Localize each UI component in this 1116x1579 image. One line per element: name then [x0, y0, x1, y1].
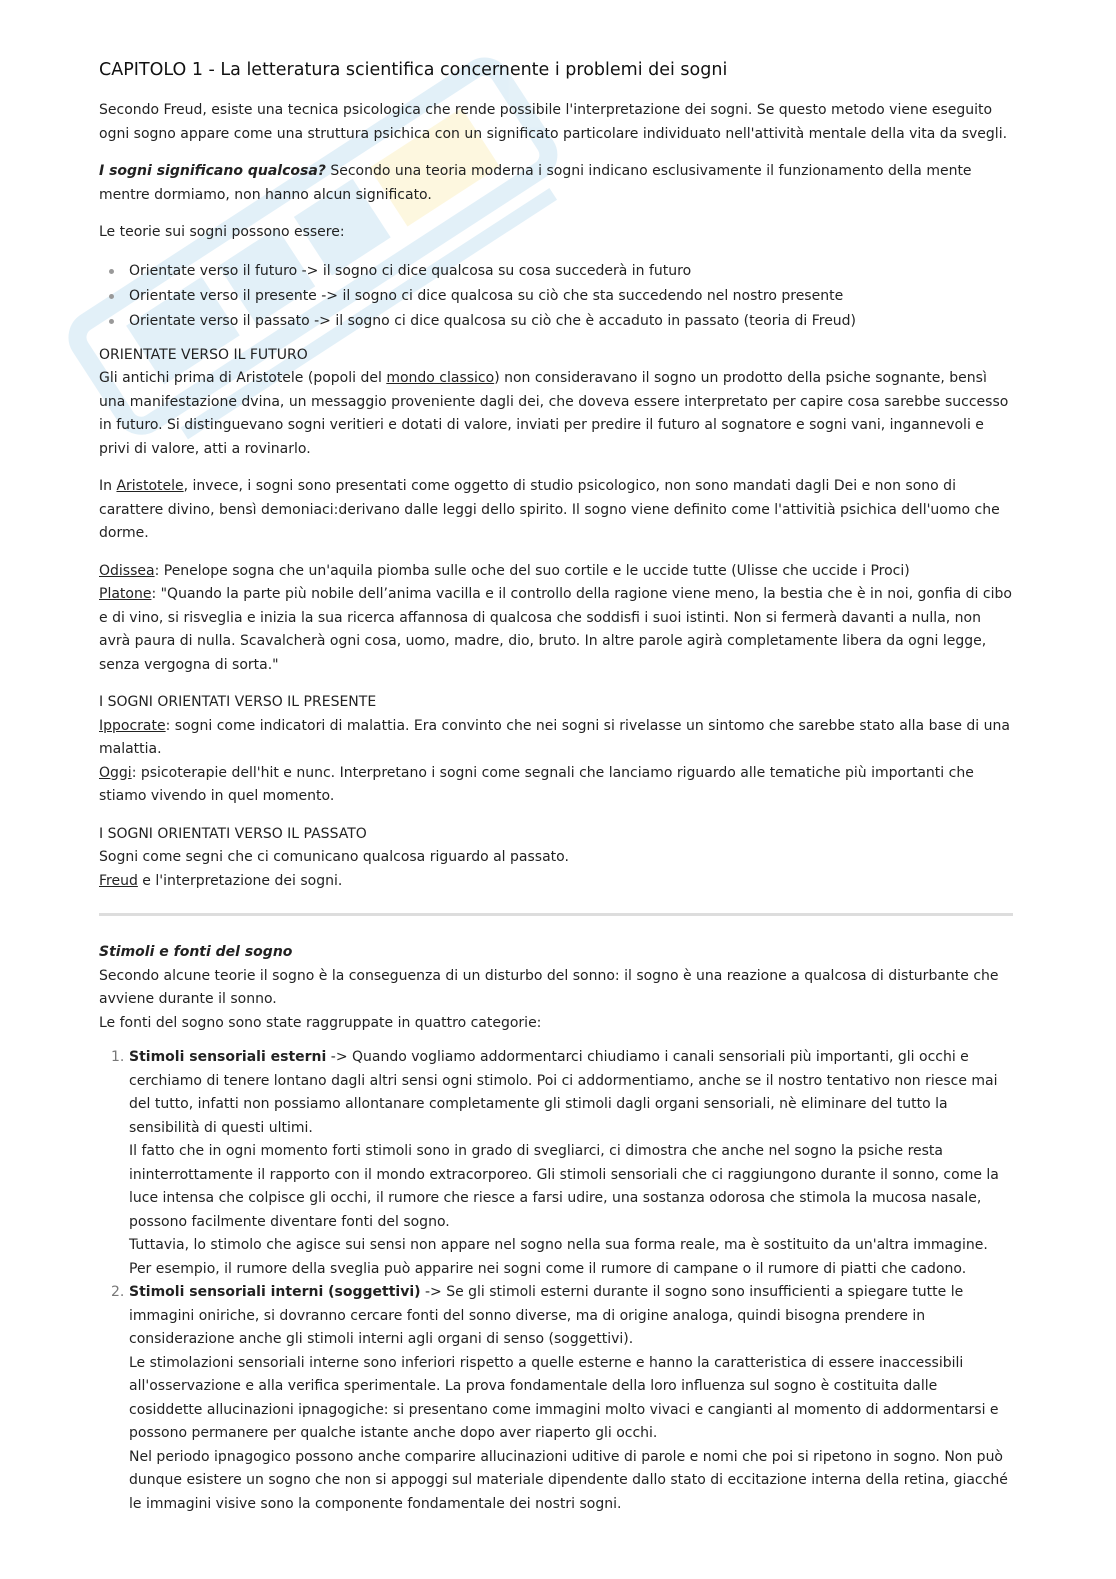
aristotele-text: , invece, i sogni sono presentati come oggetto di studio psicologico, non sono mandati dagli Dei e non sono di carattere divino, bensì demoniaci:derivano dalle leggi dello spirito. Il sogno viene definito come l'attivitià psichica dell'uomo che dorme. — [99, 478, 1000, 541]
future-p1-b: ) non consideravano il sogno un prodotto della psiche sognante, bensì una manifestazione dvina, un messaggio proveniente dagli dei, che doveva essere interpretato per capire cosa sarebbe successo in futuro. Si distinguevano sogni veritieri e dotati di valore, inviati per predire il futuro al sognatore e sogni vani, ingannevoli e privi di valore, atti a rovinarlo. — [99, 370, 1009, 457]
quotes-paragraph — [99, 560, 1013, 678]
question-paragraph — [99, 160, 1013, 207]
list-item: Orientate verso il passato -> il sogno ci dice qualcosa su ciò che è accaduto in passato (teoria di Freud) — [129, 309, 1013, 334]
stimoli-heading-text: Stimoli e fonti del sogno — [99, 944, 293, 960]
future-p1-a: Gli antichi prima di Aristotele (popoli del — [99, 370, 387, 386]
stimoli-section — [99, 941, 1013, 1516]
stimoli-intro-1: Secondo alcune teorie il sogno è la conseguenza di un disturbo del sonno: il sogno è una reazione a qualcosa di disturbante che avviene durante il sonno. — [99, 967, 999, 1007]
stimolo-1-p3: Tuttavia, lo stimolo che agisce sui sensi non appare nel sogno nella sua forma reale, ma è sostituito da un'altra immagine. Per esempio, il rumore della sveglia può apparire nei sogni come il rumore di campane o il rumore di piatti che cadono. — [129, 1237, 988, 1277]
oggi-link[interactable]: Oggi — [99, 764, 132, 781]
section-divider — [99, 913, 1013, 916]
intro-paragraph: Secondo Freud, esiste una tecnica psicologica che rende possibile l'interpretazione dei sogni. Se questo metodo viene eseguito ogni sogno appare come una struttura psichica con un significato particolare individuato nell'attività mentale della vita da svegli. — [99, 102, 1008, 142]
chapter-title: CAPITOLO 1 - La letteratura scientifica concernente i problemi dei sogni — [99, 60, 728, 80]
theories-intro: Le teorie sui sogni possono essere: — [99, 224, 345, 240]
stimolo-1-p1 — [129, 1046, 1013, 1140]
question-text: Secondo una teoria moderna i sogni indicano esclusivamente il funzionamento della mente mentre dormiamo, non hanno alcun significato. — [99, 163, 972, 203]
stimolo-2-p2: Le stimolazioni sensoriali interne sono inferiori rispetto a quelle esterne e hanno la caratteristica di essere inaccessibili all'osservazione e alla verifica sperimentale. La prova fondamentale della loro influenza sul sogno è costituita dalle cosiddette allucinazioni ipnagogiche: si presentano come immagini molto vivaci e cangianti al momento di addormentarsi e possono permanere per qualche istante anche dopo aver riaperto gli occhi. — [129, 1354, 999, 1441]
past-section — [99, 823, 1013, 894]
freud-link[interactable]: Freud — [99, 872, 138, 889]
odissea-text: : Penelope sogna che un'aquila piomba sulle oche del suo cortile e le uccide tutte (Ulisse che uccide i Proci) — [154, 562, 910, 579]
oggi-text: : psicoterapie dell'hit e nunc. Interpretano i sogni come segnali che lanciamo riguardo alle tematiche più importanti che stiamo vivendo in quel momento. — [99, 764, 974, 804]
list-item: Orientate verso il futuro -> il sogno ci dice qualcosa su cosa succederà in futuro — [129, 259, 1013, 284]
stimoli-list — [99, 1046, 1013, 1516]
aristotele-link[interactable]: Aristotele — [116, 478, 184, 494]
aristotele-paragraph — [99, 475, 1013, 546]
odissea-link[interactable]: Odissea — [99, 562, 155, 579]
present-section — [99, 691, 1013, 809]
stimolo-1-title: Stimoli sensoriali esterni — [129, 1049, 327, 1065]
mondo-classico-link[interactable]: mondo classico — [386, 370, 495, 386]
stimolo-2-text: -> Se gli stimoli esterni durante il sogno sono insufficienti a spiegare tutte le immagini oniriche, si dovranno cercare fonti del sonno diverse, ma di origine analoga, quindi bisogna prendere in considerazione anche gli stimoli interni agli organi di senso (soggettivi). — [129, 1284, 964, 1347]
odissea-line — [99, 560, 1013, 584]
ippocrate-line — [99, 715, 1013, 762]
ippocrate-link[interactable]: Ippocrate — [99, 717, 166, 734]
past-heading: I SOGNI ORIENTATI VERSO IL PASSATO — [99, 825, 367, 842]
stimolo-2-p1 — [129, 1281, 1013, 1352]
stimolo-1-p2: Il fatto che in ogni momento forti stimoli sono in grado di svegliarci, ci dimostra che anche nel sogno la psiche resta ininterrottamente il rapporto con il mondo extracorporeo. Gli stimoli sensoriali che ci raggiungono durante il sonno, come la luce intensa che colpisce gli occhi, il rumore che riesce a farsi udire, una sostanza odorosa che stimola la mucosa nasale, possono facilmente diventare fonti del sogno. — [129, 1143, 999, 1230]
list-item — [129, 1046, 1013, 1281]
document-page — [99, 56, 1013, 1516]
stimolo-1-text: -> Quando vogliamo addormentarci chiudiamo i canali sensoriali più importanti, gli occhi e cerchiamo di tenere lontano dagli altri sensi ogni stimolo. Poi ci addormentiamo, anche se il nostro tentativo non riesce mai del tutto, infatti non possiamo allontanare completamente gli stimoli dagli organi sensoriali, nè eliminare del tutto la sensibilità di questi ultimi. — [129, 1049, 998, 1136]
stimoli-intro-2: Le fonti del sogno sono state raggruppate in quattro categorie: — [99, 1014, 542, 1031]
stimoli-heading — [99, 941, 1013, 965]
theories-list — [99, 259, 1013, 334]
present-heading: I SOGNI ORIENTATI VERSO IL PRESENTE — [99, 694, 377, 710]
list-item: Orientate verso il presente -> il sogno ci dice qualcosa su ciò che sta succedendo nel nostro presente — [129, 284, 1013, 309]
platone-text: : "Quando la parte più nobile dell’anima vacilla e il controllo della ragione viene meno, la bestia che è in noi, gonfia di cibo e di vino, si risveglia e inizia la sua ricerca affannosa di qualcosa che soddisfi i suoi istinti. Non si fermerà davanti a nulla, non avrà paura di nulla. Scavalcherà ogni cosa, uomo, madre, dio, bruto. In altre parole agirà completamente libera da ogni legge, senza vergogna di sorta." — [99, 586, 1012, 673]
future-section — [99, 344, 1013, 462]
platone-link[interactable]: Platone — [99, 586, 152, 602]
aristotele-lead: In — [99, 478, 117, 494]
ippocrate-text: : sogni come indicatori di malattia. Era convinto che nei sogni si rivelasse un sintomo che sarebbe stato alla base di una malattia. — [99, 717, 1010, 757]
stimolo-2-p3: Nel periodo ipnagogico possono anche comparire allucinazioni uditive di parole e nomi che poi si ripetono in sogno. Non può dunque esistere un sogno che non si appoggi sul materiale dipendente dallo stato di eccitazione interna della retina, giacché le immagini visive sono la componente fondamentale dei nostri sogni. — [129, 1448, 1008, 1512]
freud-text: e l'interpretazione dei sogni. — [137, 872, 343, 889]
future-heading: ORIENTATE VERSO IL FUTURO — [99, 346, 308, 363]
list-item — [129, 1281, 1013, 1516]
past-text: Sogni come segni che ci comunicano qualcosa riguardo al passato. — [99, 849, 569, 865]
stimolo-2-title: Stimoli sensoriali interni (soggettivi) — [129, 1284, 421, 1300]
question-lead: I sogni significano qualcosa? — [99, 163, 326, 179]
